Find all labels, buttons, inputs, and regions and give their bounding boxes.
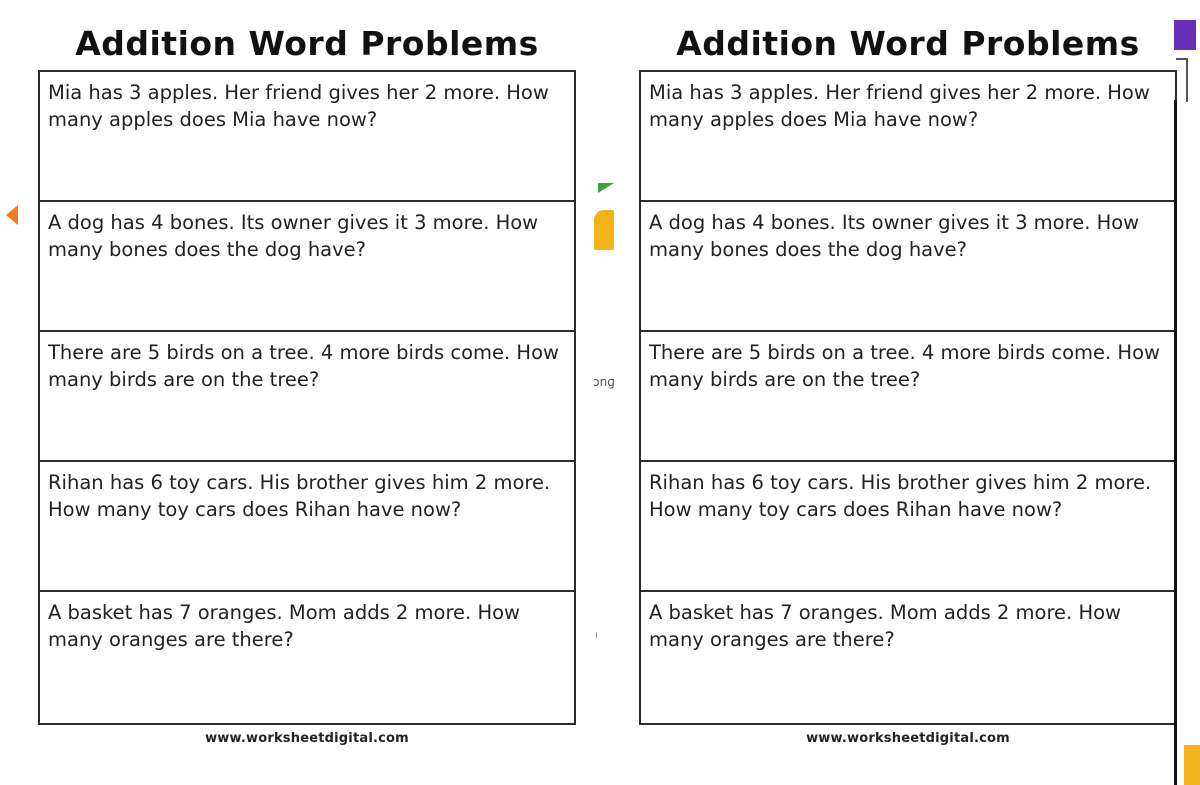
problem-card: Mia has 3 apples. Her friend gives her 2 more. How many apples does Mia have now? [641, 72, 1175, 202]
problem-card: A dog has 4 bones. Its owner gives it 3 more. How many bones does the dog have? [641, 202, 1175, 332]
cropped-side-text: ɔnɡ [593, 375, 615, 389]
worksheet-left [37, 18, 577, 746]
problem-grid [639, 70, 1177, 725]
purple-tab-icon [1174, 20, 1196, 50]
pencil-icon [594, 210, 614, 250]
cropped-tick-mark: ı [595, 630, 598, 641]
problem-card: A basket has 7 oranges. Mom adds 2 more. How many oranges are there? [649, 601, 1121, 651]
problem-card: Rihan has 6 toy cars. His brother gives him 2 more. How many toy cars does Rihan have now? [641, 462, 1175, 592]
bracket-icon [1176, 58, 1188, 102]
yellow-corner-icon [1184, 745, 1200, 785]
problem-card: There are 5 birds on a tree. 4 more birds come. How many birds are on the tree? [641, 332, 1175, 462]
problem-card: There are 5 birds on a tree. 4 more birds come. How many birds are on the tree? [40, 332, 574, 462]
vertical-rule [1174, 100, 1177, 785]
worksheet-footer[interactable]: www.worksheetdigital.com [806, 731, 1010, 746]
problem-card: A basket has 7 oranges. Mom adds 2 more. How many oranges are there? [48, 601, 520, 651]
orange-arrow-icon [6, 205, 18, 225]
problem-card: A dog has 4 bones. Its owner gives it 3 more. How many bones does the dog have? [40, 202, 574, 332]
green-flag-icon [598, 183, 614, 193]
worksheet-title: Addition Word Problems [676, 24, 1140, 63]
problem-card: Mia has 3 apples. Her friend gives her 2 more. How many apples does Mia have now? [40, 72, 574, 202]
worksheet-title: Addition Word Problems [75, 24, 539, 63]
worksheet-right [638, 18, 1178, 746]
problem-grid [38, 70, 576, 725]
problem-card: Rihan has 6 toy cars. His brother gives him 2 more. How many toy cars does Rihan have now? [40, 462, 574, 592]
worksheet-footer[interactable]: www.worksheetdigital.com [205, 731, 409, 746]
